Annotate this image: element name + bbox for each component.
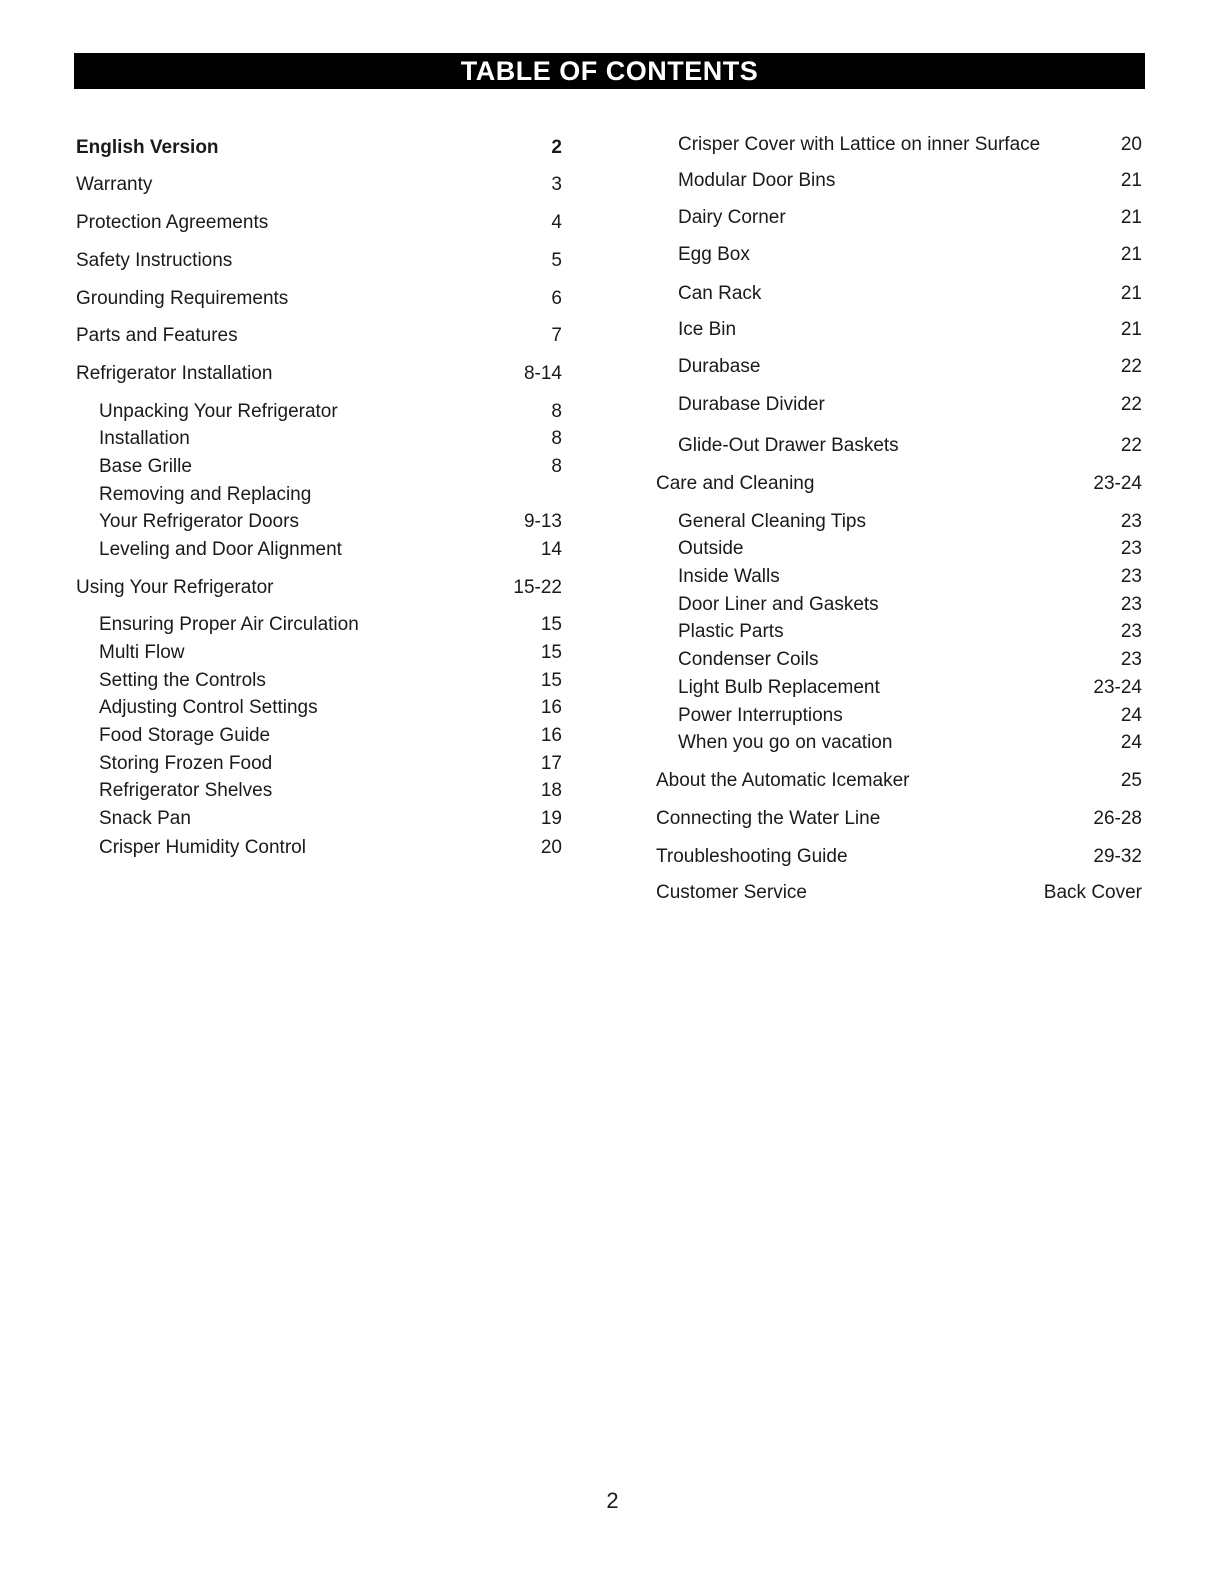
toc-entry-page: 22: [1120, 435, 1142, 456]
toc-entry-page: 29-32: [1093, 846, 1142, 867]
toc-entry-page: 17: [540, 753, 562, 774]
toc-entry-page: 9-13: [523, 511, 562, 532]
toc-entry-page: 19: [540, 808, 562, 829]
toc-entry-label: Using Your Refrigerator: [76, 577, 274, 598]
toc-entry-page: 20: [540, 837, 562, 858]
toc-entry-label: Parts and Features: [76, 325, 238, 346]
toc-entry-label: Your Refrigerator Doors: [99, 511, 299, 532]
toc-entry-label: Egg Box: [678, 244, 750, 265]
toc-entry-page: 26-28: [1093, 808, 1142, 829]
toc-entry-page: 21: [1120, 207, 1142, 228]
toc-entry-label: Glide-Out Drawer Baskets: [678, 435, 899, 456]
toc-entry-label: Adjusting Control Settings: [99, 697, 318, 718]
toc-entry-label: Snack Pan: [99, 808, 191, 829]
toc-entry-page: 23-24: [1093, 473, 1142, 494]
toc-entry-page: 8-14: [523, 363, 562, 384]
toc-entry-label: Connecting the Water Line: [656, 808, 881, 829]
toc-entry-label: Crisper Cover with Lattice on inner Surface: [678, 134, 1041, 155]
toc-entry-label: When you go on vacation: [678, 732, 893, 753]
toc-entry-label: Outside: [678, 538, 744, 559]
toc-entry-page: 16: [540, 697, 562, 718]
toc-entry-label: Care and Cleaning: [656, 473, 815, 494]
toc-entry-label: Food Storage Guide: [99, 725, 271, 746]
toc-entry-label: Base Grille: [99, 456, 192, 477]
toc-entry-label: Condenser Coils: [678, 649, 819, 670]
toc-entry-page: 22: [1120, 356, 1142, 377]
toc-entry-page: 22: [1120, 394, 1142, 415]
toc-entry-page: 25: [1120, 770, 1142, 791]
toc-entry-label: Plastic Parts: [678, 621, 784, 642]
toc-entry-page: 23: [1120, 566, 1142, 587]
page-number: 2: [606, 1488, 619, 1513]
toc-entry-page: 21: [1120, 170, 1142, 191]
toc-entry-label: Crisper Humidity Control: [99, 837, 306, 858]
toc-entry-page: 15-22: [513, 577, 562, 598]
toc-entry-page: 21: [1120, 319, 1142, 340]
toc-entry-label: Grounding Requirements: [76, 288, 289, 309]
toc-entry-page: 21: [1120, 283, 1142, 304]
toc-entry-page: 23-24: [1093, 677, 1142, 698]
toc-entry-label: General Cleaning Tips: [678, 511, 866, 532]
toc-entry-label: Protection Agreements: [76, 212, 269, 233]
toc-entry-page: 18: [540, 780, 562, 801]
toc-entry-page: 4: [551, 212, 562, 233]
toc-entry-page: 24: [1120, 732, 1142, 753]
toc-entry-page: 23: [1120, 594, 1142, 615]
toc-entry-label: Multi Flow: [99, 642, 185, 663]
toc-entry-label: Ice Bin: [678, 319, 737, 340]
toc-entry-label: Durabase: [678, 356, 761, 377]
toc-entry-label: Storing Frozen Food: [99, 753, 273, 774]
toc-entry-page: 23: [1120, 511, 1142, 532]
toc-entry-label: Leveling and Door Alignment: [99, 539, 342, 560]
toc-entry-page: 20: [1120, 134, 1142, 155]
toc-entry-label: English Version: [76, 137, 219, 158]
toc-entry-label: Door Liner and Gaskets: [678, 594, 879, 615]
toc-entry-page: 2: [551, 137, 562, 158]
toc-entry-label: Removing and Replacing: [99, 484, 312, 505]
toc-entry-page: 15: [540, 642, 562, 663]
toc-entry-label: Can Rack: [678, 283, 762, 304]
toc-entry-label: Troubleshooting Guide: [656, 846, 848, 867]
toc-entry-label: Warranty: [76, 174, 153, 195]
toc-entry-label: Setting the Controls: [99, 670, 266, 691]
toc-entry-label: Light Bulb Replacement: [678, 677, 880, 698]
toc-entry-page: 15: [540, 670, 562, 691]
toc-entry-label: Customer Service: [656, 882, 807, 903]
toc-entry-page: 6: [551, 288, 562, 309]
toc-entry-label: Inside Walls: [678, 566, 780, 587]
toc-entry-label: Dairy Corner: [678, 207, 786, 228]
toc-entry-page: Back Cover: [1043, 882, 1142, 903]
toc-entry-label: Modular Door Bins: [678, 170, 836, 191]
toc-entry-label: Durabase Divider: [678, 394, 825, 415]
toc-entry-page: 8: [551, 401, 562, 422]
toc-entry-page: 24: [1120, 705, 1142, 726]
toc-entry-page: 16: [540, 725, 562, 746]
toc-entry-label: Safety Instructions: [76, 250, 233, 271]
toc-entry-page: 8: [551, 428, 562, 449]
toc-entry-label: About the Automatic Icemaker: [656, 770, 910, 791]
toc-entry-label: Ensuring Proper Air Circulation: [99, 614, 359, 635]
toc-entry-page: 8: [551, 456, 562, 477]
toc-entry-page: 23: [1120, 649, 1142, 670]
toc-entry-page: 3: [551, 174, 562, 195]
toc-entry-label: Unpacking Your Refrigerator: [99, 401, 338, 422]
toc-entry-page: 14: [540, 539, 562, 560]
toc-entry-page: 5: [551, 250, 562, 271]
toc-entry-label: Installation: [99, 428, 190, 449]
toc-entry-page: 23: [1120, 621, 1142, 642]
toc-entry-page: 21: [1120, 244, 1142, 265]
toc-entry-label: Refrigerator Shelves: [99, 780, 273, 801]
toc-entry-page: 15: [540, 614, 562, 635]
toc-entry-label: Power Interruptions: [678, 705, 843, 726]
toc-entry-page: 23: [1120, 538, 1142, 559]
toc-entry-label: Refrigerator Installation: [76, 363, 273, 384]
page-title: TABLE OF CONTENTS: [74, 53, 1145, 89]
toc-entry-page: 7: [551, 325, 562, 346]
